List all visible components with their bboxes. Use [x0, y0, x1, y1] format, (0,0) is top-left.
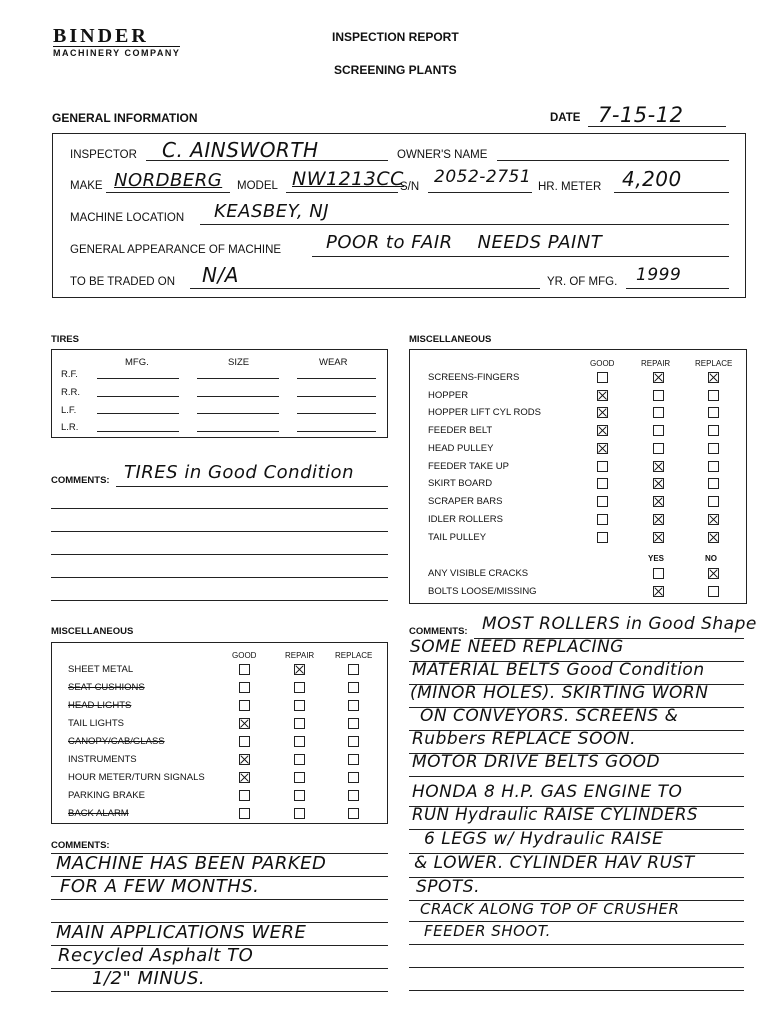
tire-row-label: R.F. [61, 369, 78, 380]
location-value[interactable]: KEASBEY, NJ [214, 201, 330, 222]
misc-right-item-label: IDLER ROLLERS [428, 514, 503, 525]
checkbox-good[interactable] [597, 496, 608, 507]
inspector-value[interactable]: C. AINSWORTH [162, 138, 319, 162]
checkbox-good[interactable] [239, 808, 250, 819]
yes-header: YES [648, 554, 665, 563]
tires-header-wear: WEAR [319, 357, 348, 368]
misc-right-comments-label: COMMENTS: [409, 626, 468, 637]
tires-comments-value[interactable]: TIRES in Good Condition [124, 462, 354, 483]
tires-header-size: SIZE [228, 357, 250, 368]
checkbox-no[interactable] [708, 568, 719, 579]
misc-right-title: MISCELLANEOUS [409, 334, 492, 345]
misc-left-header-good: GOOD [232, 651, 257, 660]
checkbox-repair[interactable] [294, 790, 305, 801]
company-name: BINDER [53, 25, 149, 47]
left-comment-line[interactable]: MAIN APPLICATIONS WERE [56, 922, 307, 943]
checkbox-repair[interactable] [294, 682, 305, 693]
checkbox-repair[interactable] [653, 390, 664, 401]
checkbox-replace[interactable] [708, 514, 719, 525]
checkbox-replace[interactable] [708, 496, 719, 507]
misc-left-header-replace: REPLACE [335, 651, 373, 660]
right-comment-line[interactable]: CRACK ALONG TOP OF CRUSHER [420, 900, 680, 918]
misc-right-item-label: FEEDER BELT [428, 425, 493, 436]
checkbox-good[interactable] [597, 443, 608, 454]
checkbox-replace[interactable] [708, 443, 719, 454]
checkbox-replace[interactable] [348, 718, 359, 729]
checkbox-good[interactable] [239, 790, 250, 801]
checkbox-repair[interactable] [653, 478, 664, 489]
checkbox-good[interactable] [597, 461, 608, 472]
left-comment-line[interactable]: 1/2" MINUS. [92, 968, 206, 989]
misc-right-item-label: HEAD PULLEY [428, 443, 494, 454]
right-comment-line[interactable]: HONDA 8 H.P. GAS ENGINE TO [412, 782, 683, 802]
checkbox-replace[interactable] [708, 425, 719, 436]
right-comment-line[interactable]: MOTOR DRIVE BELTS GOOD [412, 752, 661, 772]
sn-value[interactable]: 2052-2751 [434, 167, 532, 187]
traded-label: TO BE TRADED ON [70, 276, 176, 288]
checkbox-repair[interactable] [653, 443, 664, 454]
owner-label: OWNER'S NAME [397, 149, 488, 161]
inspector-label: INSPECTOR [70, 149, 137, 161]
misc-right-box [409, 349, 747, 604]
misc-left-title: MISCELLANEOUS [51, 626, 134, 637]
misc-left-item-label: PARKING BRAKE [68, 790, 145, 801]
hr-meter-label: HR. METER [538, 181, 602, 193]
tire-row-label: L.F. [61, 405, 77, 416]
make-value[interactable]: NORDBERG [114, 170, 223, 191]
right-comment-line[interactable]: ON CONVEYORS. SCREENS & [420, 706, 679, 726]
tire-row-label: L.R. [61, 422, 79, 433]
checkbox-replace[interactable] [708, 372, 719, 383]
date-label: DATE [550, 112, 581, 124]
checkbox-replace[interactable] [348, 682, 359, 693]
checkbox-repair[interactable] [653, 407, 664, 418]
checkbox-repair[interactable] [294, 664, 305, 675]
checkbox-repair[interactable] [653, 532, 664, 543]
checkbox-repair[interactable] [653, 514, 664, 525]
checkbox-repair[interactable] [294, 772, 305, 783]
right-comment-line[interactable]: 6 LEGS w/ Hydraulic RAISE [424, 829, 664, 849]
checkbox-good[interactable] [597, 372, 608, 383]
appearance-value[interactable]: POOR to FAIR NEEDS PAINT [326, 232, 603, 253]
checkbox-yes[interactable] [653, 568, 664, 579]
misc-left-item-label: CANOPY/CAB/GLASS [68, 736, 165, 747]
checkbox-replace[interactable] [708, 390, 719, 401]
checkbox-good[interactable] [597, 478, 608, 489]
checkbox-good[interactable] [239, 772, 250, 783]
misc-right-header-replace: REPLACE [695, 359, 733, 368]
yr-mfg-value[interactable]: 1999 [636, 265, 682, 285]
no-header: NO [705, 554, 717, 563]
right-comment-line[interactable]: SOME NEED REPLACING [410, 637, 624, 657]
checkbox-repair[interactable] [294, 718, 305, 729]
checkbox-good[interactable] [239, 754, 250, 765]
checkbox-repair[interactable] [294, 754, 305, 765]
bolts-loose-label: BOLTS LOOSE/MISSING [428, 586, 537, 597]
checkbox-no[interactable] [708, 586, 719, 597]
right-comment-line[interactable]: & LOWER. CYLINDER HAV RUST [414, 853, 695, 873]
misc-right-item-label: SCREENS-FINGERS [428, 372, 520, 383]
checkbox-replace[interactable] [348, 664, 359, 675]
misc-left-item-label: SHEET METAL [68, 664, 134, 675]
checkbox-replace[interactable] [348, 754, 359, 765]
tire-row-label: R.R. [61, 387, 80, 398]
traded-value[interactable]: N/A [202, 263, 239, 287]
sn-label: S/N [400, 181, 420, 193]
checkbox-yes[interactable] [653, 586, 664, 597]
checkbox-good[interactable] [597, 407, 608, 418]
checkbox-good[interactable] [597, 390, 608, 401]
checkbox-replace[interactable] [348, 790, 359, 801]
tires-header-mfg: MFG. [125, 357, 149, 368]
checkbox-repair[interactable] [294, 700, 305, 711]
misc-left-header-repair: REPAIR [285, 651, 315, 660]
checkbox-good[interactable] [597, 532, 608, 543]
right-comment-line[interactable]: (MINOR HOLES). SKIRTING WORN [410, 683, 709, 703]
misc-left-comments-label: COMMENTS: [51, 840, 110, 851]
right-comment-line[interactable]: Rubbers REPLACE SOON. [412, 729, 636, 749]
model-label: MODEL [237, 180, 278, 192]
hr-meter-value[interactable]: 4,200 [622, 167, 682, 191]
tires-title: TIRES [51, 334, 79, 345]
checkbox-good[interactable] [597, 425, 608, 436]
checkbox-repair[interactable] [653, 461, 664, 472]
misc-right-item-label: SCRAPER BARS [428, 496, 503, 507]
misc-left-item-label: SEAT CUSHIONS [68, 682, 145, 693]
misc-left-item-label: INSTRUMENTS [68, 754, 137, 765]
checkbox-replace[interactable] [348, 700, 359, 711]
misc-right-item-label: HOPPER LIFT CYL RODS [428, 407, 541, 418]
yr-mfg-label: YR. OF MFG. [547, 276, 618, 288]
misc-right-item-label: FEEDER TAKE UP [428, 461, 509, 472]
left-comment-line[interactable]: MACHINE HAS BEEN PARKED [56, 853, 327, 874]
right-comment-line[interactable]: MOST ROLLERS in Good Shape [482, 614, 757, 634]
misc-right-item-label: HOPPER [428, 390, 469, 401]
checkbox-repair[interactable] [294, 736, 305, 747]
misc-right-item-label: SKIRT BOARD [428, 478, 493, 489]
left-comment-line[interactable]: Recycled Asphalt TO [58, 945, 254, 966]
checkbox-replace[interactable] [708, 532, 719, 543]
location-label: MACHINE LOCATION [70, 212, 185, 224]
visible-cracks-label: ANY VISIBLE CRACKS [428, 568, 529, 579]
misc-left-item-label: BACK ALARM [68, 808, 129, 819]
checkbox-replace[interactable] [708, 407, 719, 418]
general-info-title: GENERAL INFORMATION [52, 111, 198, 125]
misc-left-item-label: HEAD LIGHTS [68, 700, 132, 711]
date-value[interactable]: 7-15-12 [598, 103, 684, 127]
report-title: INSPECTION REPORT [332, 30, 459, 44]
report-subtitle: SCREENING PLANTS [334, 63, 457, 77]
checkbox-repair[interactable] [653, 425, 664, 436]
right-comment-line[interactable]: RUN Hydraulic RAISE CYLINDERS [412, 805, 698, 824]
checkbox-replace[interactable] [348, 736, 359, 747]
checkbox-repair[interactable] [653, 372, 664, 383]
left-comment-line[interactable]: FOR A FEW MONTHS. [60, 876, 260, 897]
misc-right-header-good: GOOD [590, 359, 615, 368]
checkbox-good[interactable] [239, 664, 250, 675]
company-sub: MACHINERY COMPANY [53, 48, 181, 58]
right-comment-line[interactable]: FEEDER SHOOT. [424, 922, 551, 940]
checkbox-good[interactable] [239, 736, 250, 747]
company-logo [53, 26, 180, 58]
checkbox-good[interactable] [239, 682, 250, 693]
checkbox-good[interactable] [239, 718, 250, 729]
checkbox-replace[interactable] [348, 808, 359, 819]
checkbox-good[interactable] [597, 514, 608, 525]
right-comment-line[interactable]: MATERIAL BELTS Good Condition [412, 660, 705, 680]
checkbox-good[interactable] [239, 700, 250, 711]
appearance-label: GENERAL APPEARANCE OF MACHINE [70, 244, 282, 256]
make-label: MAKE [70, 180, 103, 192]
right-comment-line[interactable]: SPOTS. [416, 877, 481, 897]
misc-left-item-label: TAIL LIGHTS [68, 718, 124, 729]
checkbox-repair[interactable] [294, 808, 305, 819]
checkbox-replace[interactable] [348, 772, 359, 783]
checkbox-repair[interactable] [653, 496, 664, 507]
misc-right-header-repair: REPAIR [641, 359, 671, 368]
misc-right-item-label: TAIL PULLEY [428, 532, 487, 543]
checkbox-replace[interactable] [708, 461, 719, 472]
tires-comments-label: COMMENTS: [51, 475, 110, 486]
checkbox-replace[interactable] [708, 478, 719, 489]
model-value[interactable]: NW1213CC [292, 168, 404, 190]
misc-left-item-label: HOUR METER/TURN SIGNALS [68, 772, 205, 783]
